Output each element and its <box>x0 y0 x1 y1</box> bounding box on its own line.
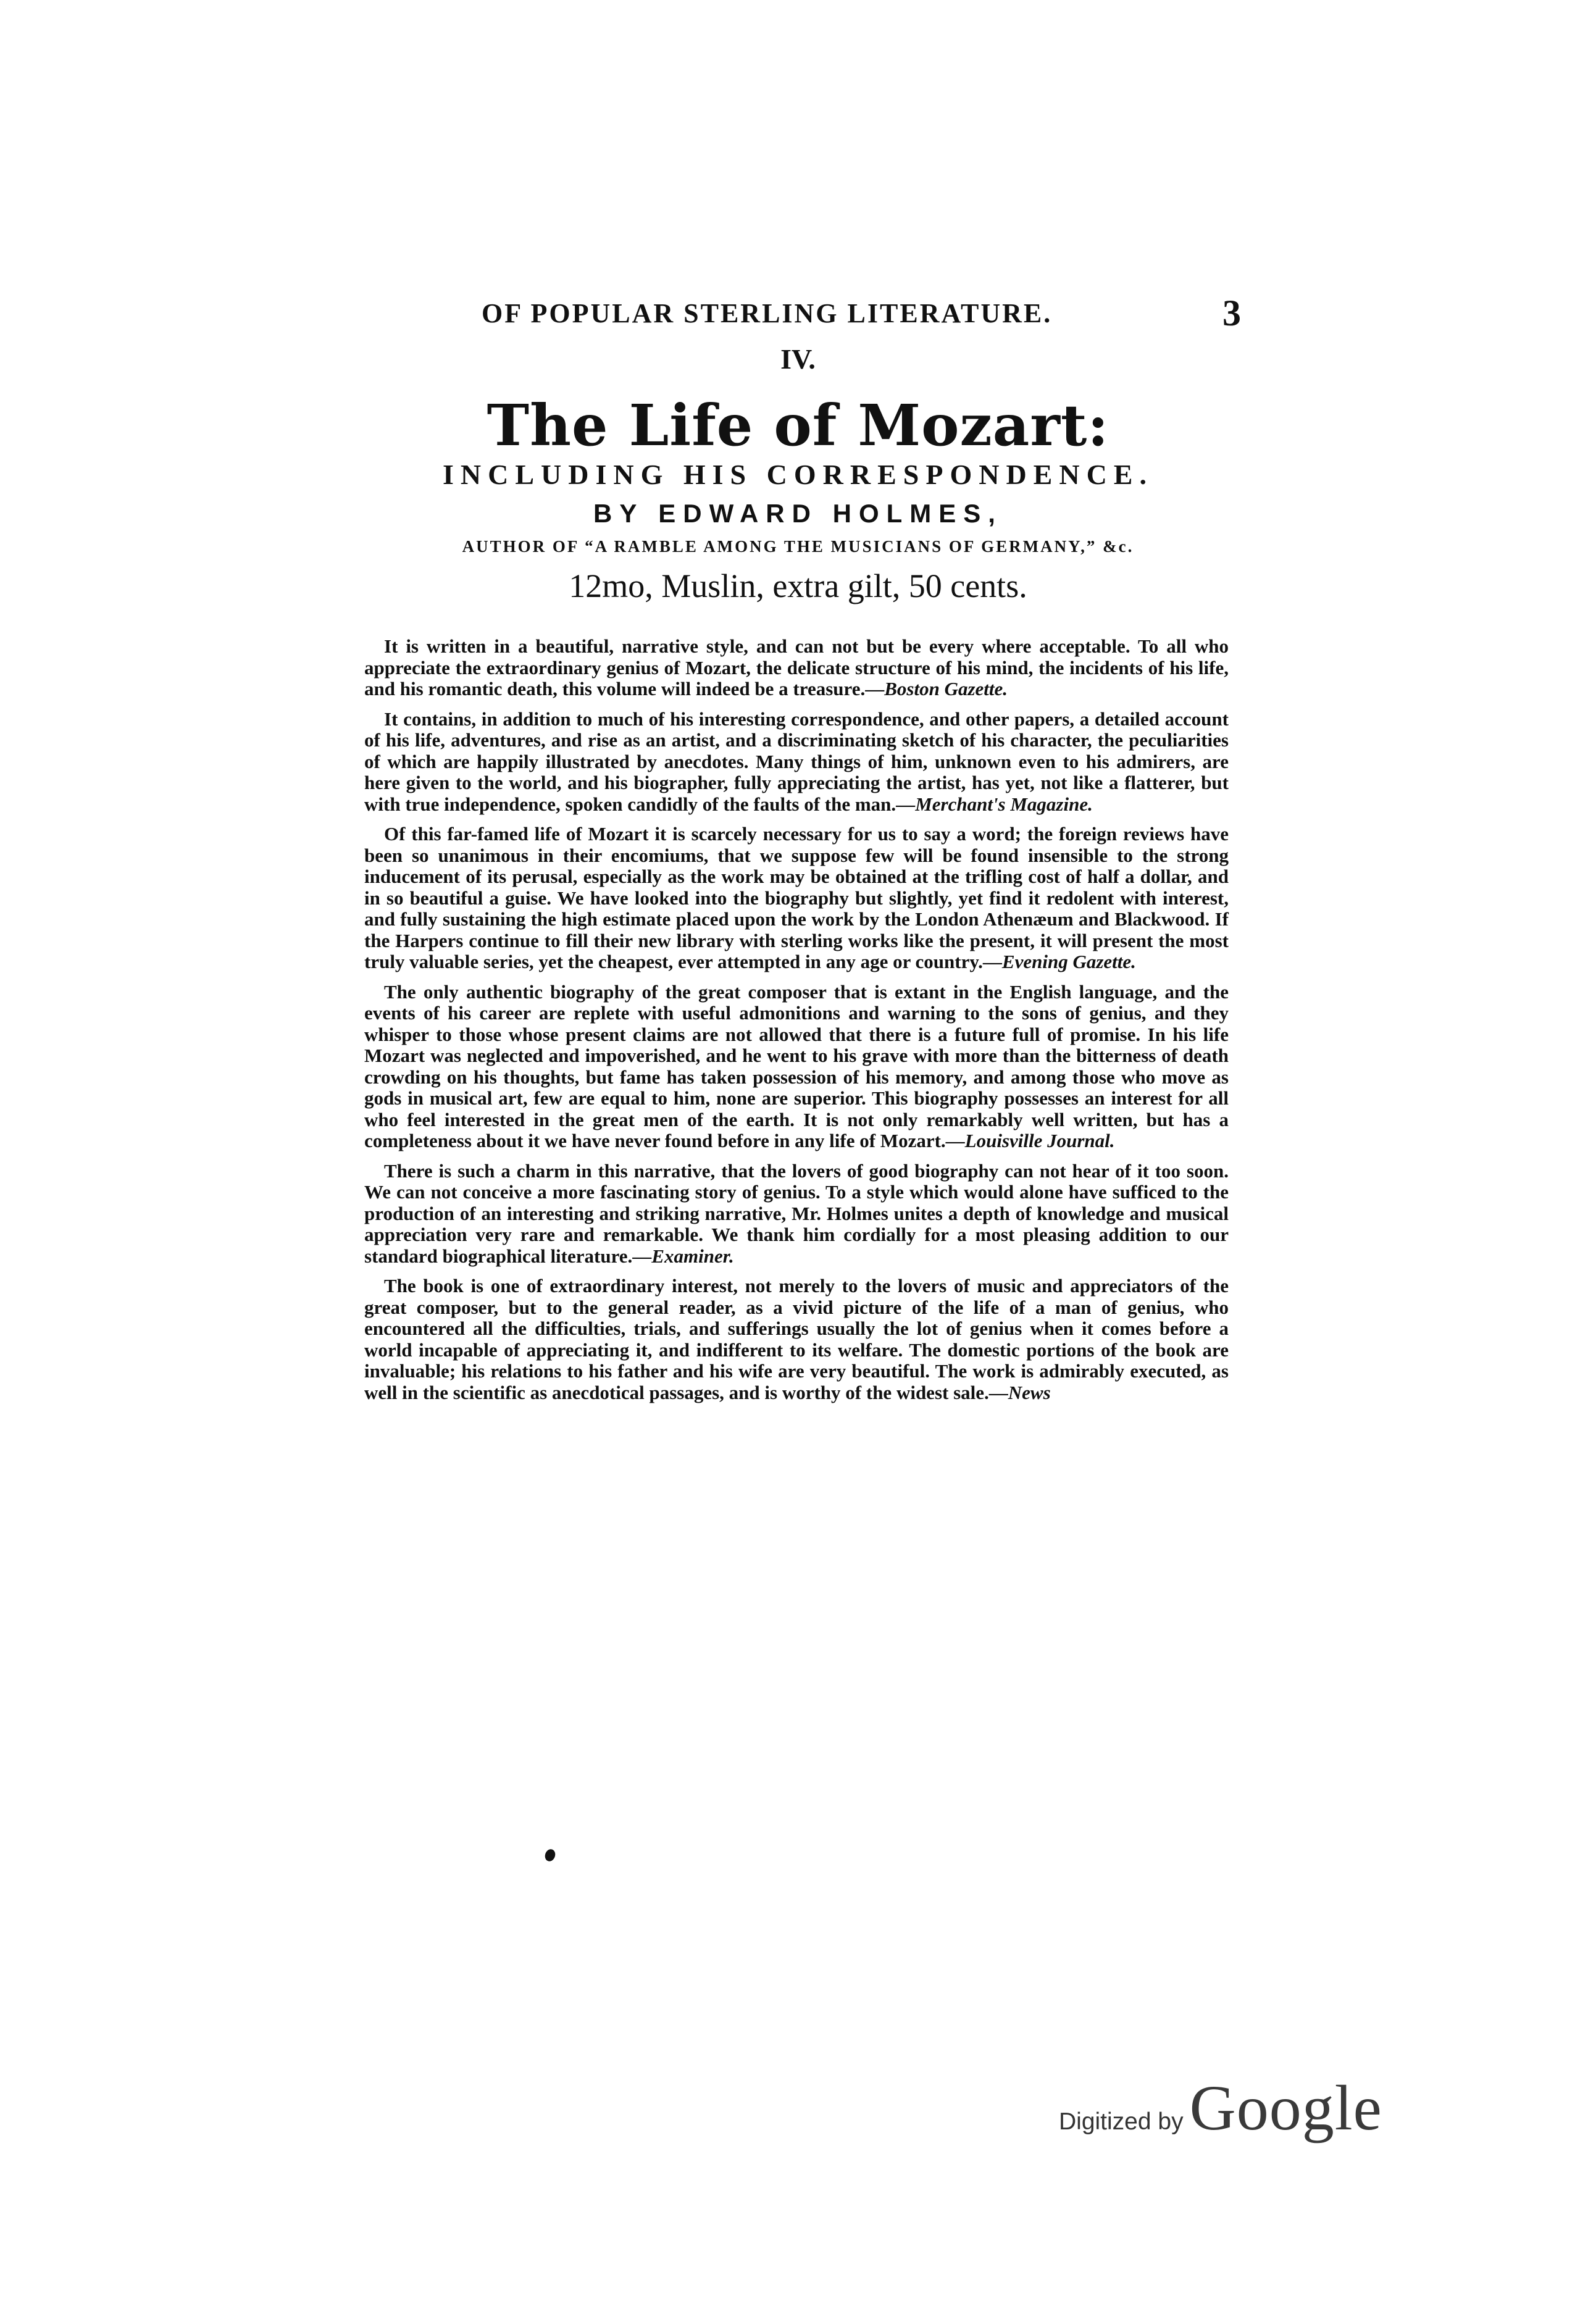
price-line: 12mo, Muslin, extra gilt, 50 cents. <box>569 567 1027 604</box>
running-head-title: OF POPULAR STERLING LITERATURE. <box>482 298 1053 328</box>
book-subtitle: INCLUDING HIS CORRESPONDENCE. <box>443 459 1153 490</box>
review-source: Evening Gazette. <box>1001 951 1136 972</box>
book-title: The Life of Mozart: <box>487 392 1109 459</box>
book-byline: BY EDWARD HOLMES, <box>593 499 1003 528</box>
digitized-watermark <box>1059 2071 1382 2145</box>
review-paragraph <box>364 1276 1229 1403</box>
digitized-by-label: Digitized by <box>1059 2108 1184 2135</box>
review-text: It contains, in addition to much of his interesting correspondence, and other papers, a detailed account of his life, adventures, and rise as an artist, and a discriminating sketch of his character, the peculiarities of which are happily illustrated by anecdotes. Many things of him, unknown even to his admirers, are here given to the world, and his biographer, fully appreciating the artist, has yet, not like a flatterer, but with true independence, spoken candidly of the faults of the man.— <box>364 708 1229 815</box>
review-paragraph <box>364 1161 1229 1267</box>
review-text: The book is one of extraordinary interest, not merely to the lovers of music and appreciators of the great composer, but to the general reader, as a vivid picture of the life of a man of genius, who encountered all the difficulties, trials, and sufferings usually the lot of genius when it comes before a world incapable of appreciating it, and indifferent to its welfare. The domestic portions of the book are invaluable; his relations to his father and his wife are very beautiful. The work is admirably executed, as well in the scientific as anecdotical passages, and is worthy of the widest sale.— <box>364 1275 1229 1403</box>
review-paragraph <box>364 824 1229 973</box>
review-source: Boston Gazette. <box>884 678 1008 700</box>
review-source: Examiner. <box>651 1245 734 1267</box>
review-text: It is written in a beautiful, narrative style, and can not but be every where acceptable. To all who appreciate the extraordinary genius of Mozart, the delicate structure of his mind, the incidents of his life, and his romantic death, this volume will indeed be a treasure.— <box>364 635 1229 700</box>
review-text: The only authentic biography of the great composer that is extant in the English language, and the events of his career are replete with useful admonitions and warning to the sons of genius, and they whisper to those whose present claims are not allowed that there is a future full of promise. In his life Mozart was neglected and impoverished, and he went to his grave with more than the bitterness of death crowding on his thoughts, but fame has taken possession of his memory, and among those who move as gods in musical art, few are equal to him, none are superior. This biography possesses an interest for all who feel interested in the great men of the earth. It is not only remarkably well written, but has a completeness about it we have never found before in any life of Mozart.— <box>364 980 1229 1151</box>
review-source: Merchant's Magazine. <box>915 793 1093 815</box>
review-source: News <box>1008 1381 1051 1403</box>
google-logo: Google <box>1189 2073 1382 2144</box>
review-text: There is such a charm in this narrative, that the lovers of good biography can not hear of it too soon. We can not conceive a more fascinating story of genius. To a style which would alone have sufficed to the production of an interesting and striking narrative, Mr. Holmes unites a depth of knowledge and musical appreciation very rare and remarkable. We thank him cordially for a most pleasing addition to our standard biographical literature.— <box>364 1159 1229 1267</box>
section-number: IV. <box>780 343 816 375</box>
review-list <box>364 636 1229 1412</box>
author-note: AUTHOR OF “A RAMBLE AMONG THE MUSICIANS OF GERMANY,” &c. <box>462 537 1134 556</box>
review-text: Of this far-famed life of Mozart it is scarcely necessary for us to say a word; the foreign reviews have been so unanimous in their encomiums, that we suppose few will be found insensible to the strong inducement of its perusal, especially as the work may be obtained at the trifling cost of half a dollar, and in so beautiful a guise. We have looked into the biography but slightly, yet find it redolent with interest, and fully sustaining the high estimate placed upon the work by the London Athenæum and Blackwood. If the Harpers continue to fill their new library with sterling works like the present, it will present the most truly valuable series, yet the cheapest, ever attempted in any age or country.— <box>364 823 1229 972</box>
review-paragraph <box>364 636 1229 700</box>
ink-spot <box>543 1848 557 1863</box>
review-source: Louisville Journal. <box>964 1130 1115 1151</box>
review-paragraph <box>364 982 1229 1152</box>
page-number: 3 <box>1222 292 1241 333</box>
review-paragraph <box>364 709 1229 816</box>
running-header <box>482 291 1241 335</box>
